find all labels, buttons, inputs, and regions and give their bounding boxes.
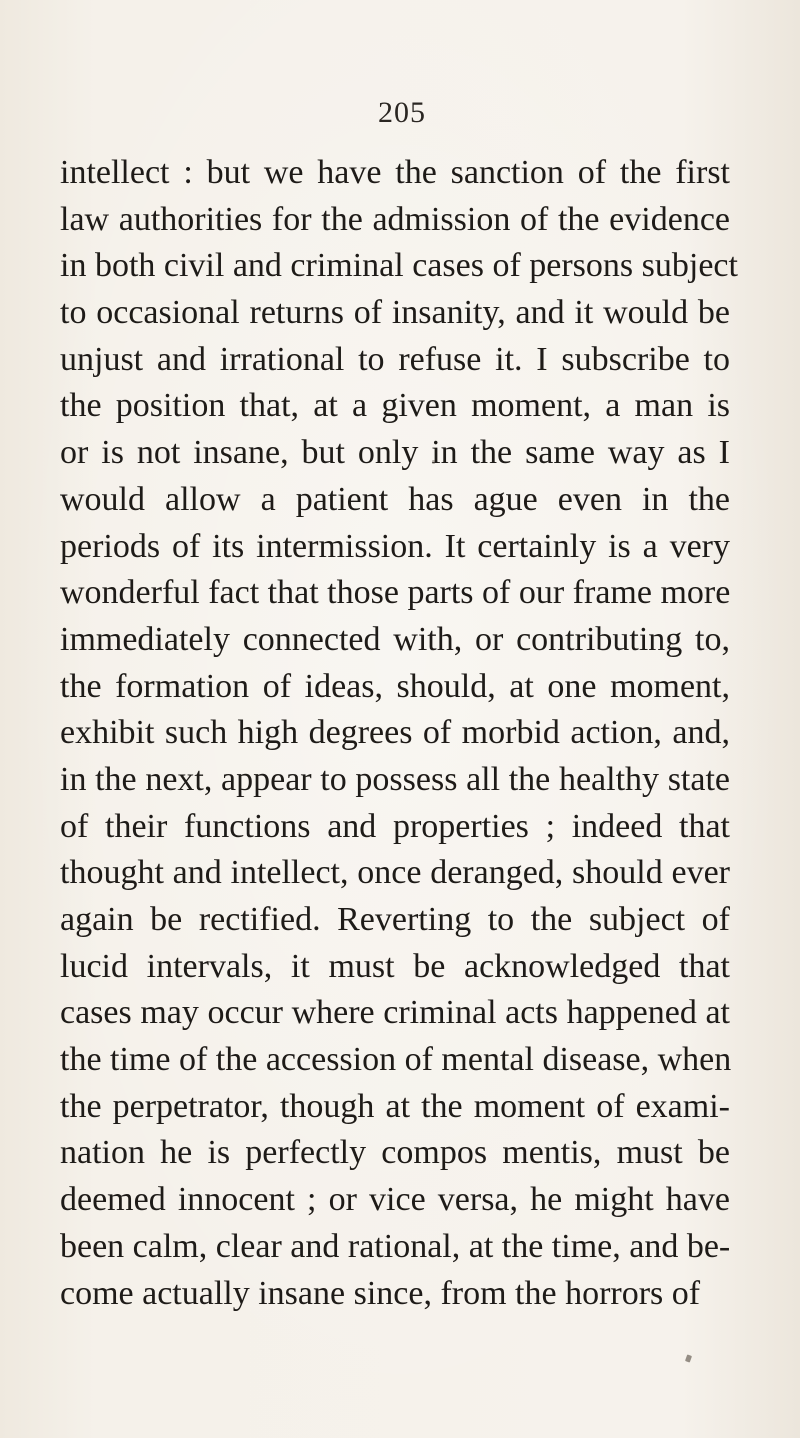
text-line: periods of its intermission. It certainly is a very	[60, 527, 730, 565]
body-text	[60, 150, 738, 1317]
text-line: come actually insane since, from the horrors of	[60, 1274, 701, 1312]
text-line: to occasional returns of insanity, and it would be	[60, 294, 730, 332]
paper-speck	[432, 460, 435, 464]
text-line: in the next, appear to possess all the healthy state	[60, 760, 730, 798]
text-line: unjust and irrational to refuse it. I subscribe to	[60, 340, 730, 378]
text-line: the time of the accession of mental disease, when	[60, 1041, 732, 1079]
text-line: wonderful fact that those parts of our frame more	[60, 574, 731, 612]
text-line: intellect : but we have the sanction of the first	[60, 154, 730, 191]
text-line: in both civil and criminal cases of persons subject	[60, 247, 738, 285]
text-line: cases may occur where criminal acts happened at	[60, 994, 730, 1032]
text-line: of their functions and properties ; indeed that	[60, 807, 730, 845]
text-line: been calm, clear and rational, at the time, and be-	[60, 1227, 731, 1265]
text-line: immediately connected with, or contributing to,	[60, 620, 730, 658]
text-line: the perpetrator, though at the moment of exami-	[60, 1087, 730, 1125]
text-line: exhibit such high degrees of morbid action, and,	[60, 714, 730, 752]
text-line: lucid intervals, it must be acknowledged that	[60, 947, 730, 985]
text-line: deemed innocent ; or vice versa, he might have	[60, 1181, 730, 1219]
text-line: thought and intellect, once deranged, should ever	[60, 854, 730, 892]
text-line: law authorities for the admission of the evidence	[60, 200, 730, 238]
text-line: would allow a patient has ague even in the	[60, 480, 730, 518]
text-line: again be rectified. Reverting to the subject of	[60, 901, 730, 938]
text-line: the formation of ideas, should, at one moment,	[60, 667, 730, 705]
paper-speck	[685, 1354, 692, 1362]
text-line: or is not insane, but only in the same way as I	[60, 434, 730, 472]
text-line: the position that, at a given moment, a man is	[60, 387, 730, 425]
page-number: 205	[378, 96, 426, 129]
text-line: nation he is perfectly compos mentis, must be	[60, 1134, 730, 1172]
